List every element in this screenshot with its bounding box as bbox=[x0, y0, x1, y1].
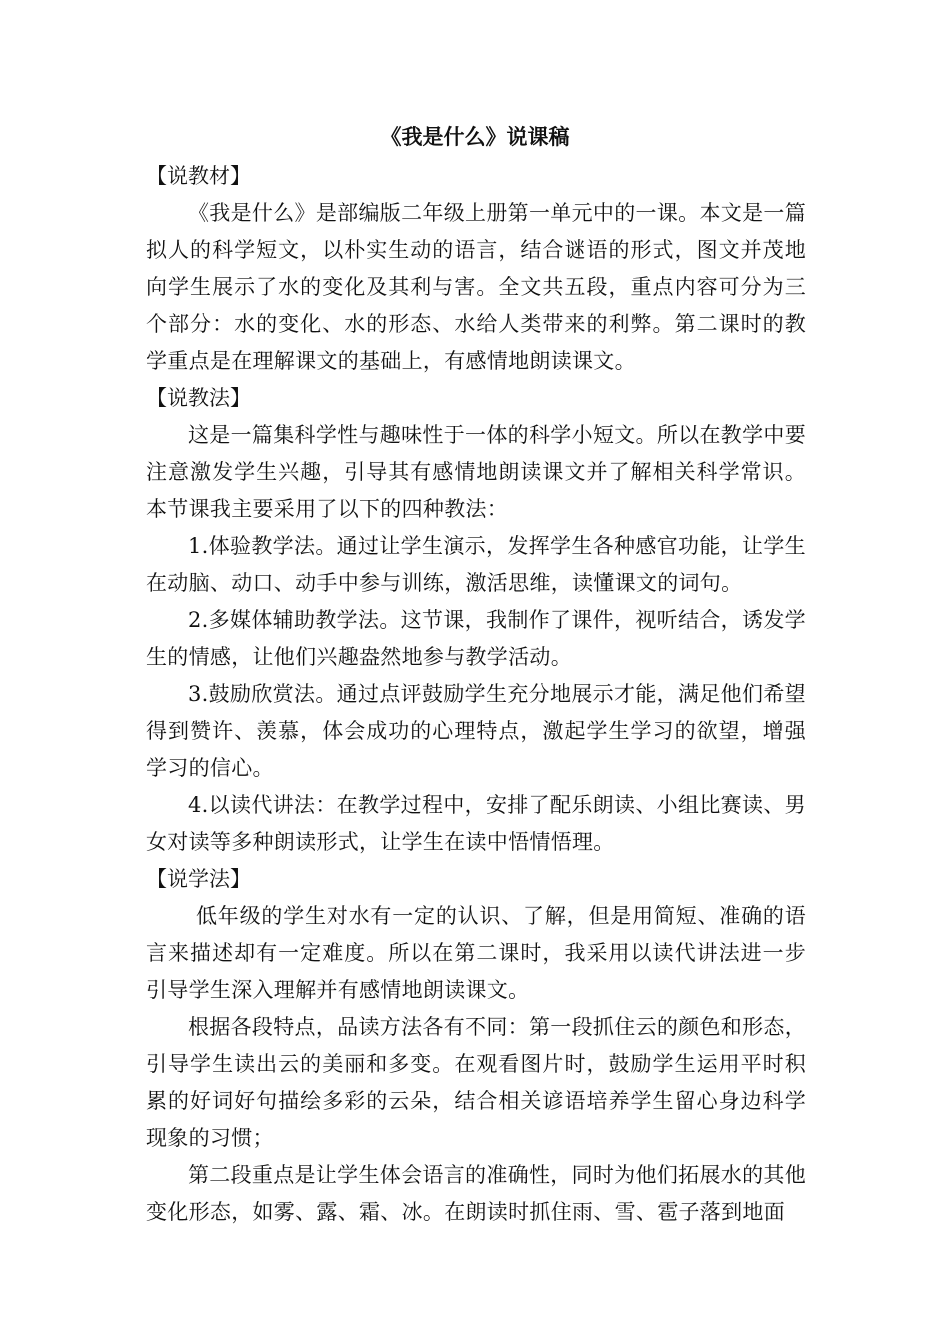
section-learning-methods bbox=[146, 861, 806, 1231]
section-textbook bbox=[146, 158, 806, 380]
section-heading: 【说学法】 bbox=[146, 867, 251, 891]
paragraph: 这是一篇集科学性与趣味性于一体的科学小短文。所以在教学中要注意激发学生兴趣，引导其有感情地朗读课文并了解相关科学常识。本节课我主要采用了以下的四种教法： bbox=[146, 423, 806, 521]
paragraph: 低年级的学生对水有一定的认识、了解，但是用简短、准确的语言来描述却有一定难度。所以在第二课时，我采用以读代讲法进一步引导学生深入理解并有感情地朗读课文。 bbox=[146, 904, 806, 1002]
section-heading: 【说教法】 bbox=[146, 386, 251, 410]
paragraph: 1.体验教学法。通过让学生演示，发挥学生各种感官功能，让学生在动脑、动口、动手中参与训练，激活思维，读懂课文的词句。 bbox=[146, 534, 806, 595]
paragraph: 第二段重点是让学生体会语言的准确性，同时为他们拓展水的其他变化形态，如雾、露、霜、冰。在朗读时抓住雨、雪、雹子落到地面 bbox=[146, 1163, 806, 1224]
paragraph: 2.多媒体辅助教学法。这节课，我制作了课件，视听结合，诱发学生的情感，让他们兴趣盎然地参与教学活动。 bbox=[146, 608, 806, 669]
document-body bbox=[146, 158, 806, 1231]
paragraph: 根据各段特点，品读方法各有不同：第一段抓住云的颜色和形态，引导学生读出云的美丽和多变。在观看图片时，鼓励学生运用平时积累的好词好句描绘多彩的云朵，结合相关谚语培养学生留心身边科学现象的习惯； bbox=[146, 1015, 806, 1150]
section-teaching-methods bbox=[146, 380, 806, 861]
paragraph: 3.鼓励欣赏法。通过点评鼓励学生充分地展示才能，满足他们希望得到赞许、羡慕，体会成功的心理特点，激起学生学习的欲望，增强学习的信心。 bbox=[146, 682, 806, 780]
page-title: 《我是什么》说课稿 bbox=[380, 124, 570, 149]
section-heading: 【说教材】 bbox=[146, 164, 251, 188]
paragraph: 《我是什么》是部编版二年级上册第一单元中的一课。本文是一篇拟人的科学短文，以朴实生动的语言，结合谜语的形式，图文并茂地向学生展示了水的变化及其利与害。全文共五段，重点内容可分为三个部分：水的变化、水的形态、水给人类带来的利弊。第二课时的教学重点是在理解课文的基础上，有感情地朗读课文。 bbox=[146, 201, 806, 373]
paragraph: 4.以读代讲法：在教学过程中，安排了配乐朗读、小组比赛读、男女对读等多种朗读形式，让学生在读中悟情悟理。 bbox=[146, 793, 806, 854]
